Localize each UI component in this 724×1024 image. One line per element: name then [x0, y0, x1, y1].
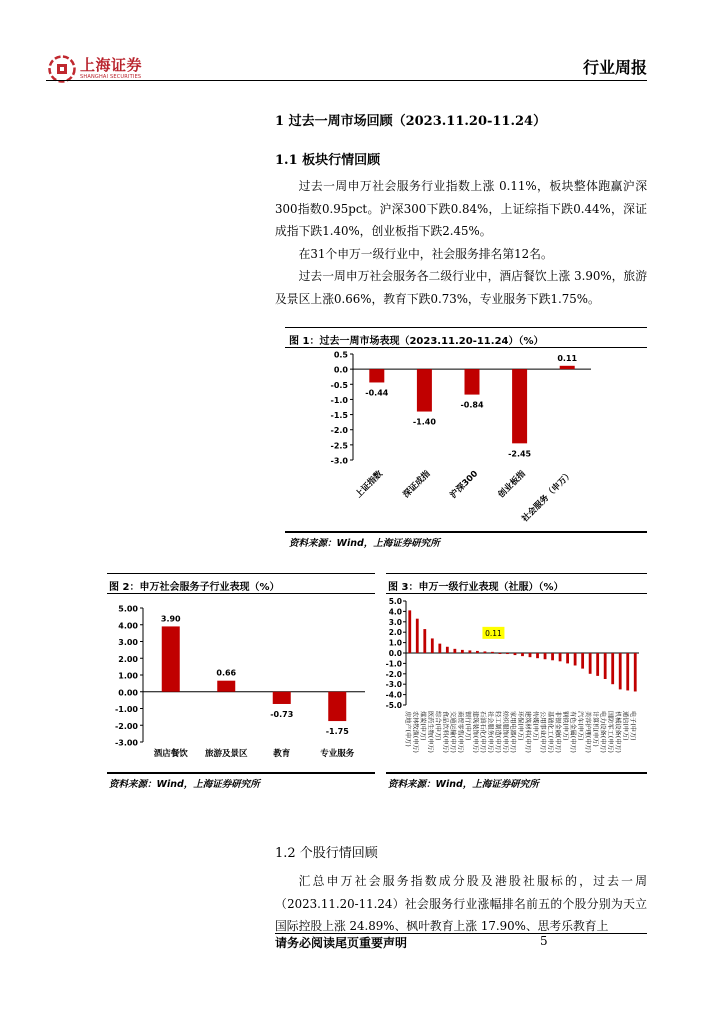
x-category-label: 专业服务 [320, 749, 355, 759]
x-category-label: 汽车(申万) [576, 711, 584, 741]
figure-bottom-rule [386, 772, 647, 774]
y-tick-label: -0.5 [330, 380, 348, 390]
bar [521, 653, 524, 656]
paragraph: 过去一周申万社会服务行业指数上涨 0.11%，板块整体跑赢沪深300指数0.95pct。沪深300下跌0.84%，上证综指下跌0.44%，深证成指下跌1.40%，创业板指下跌2.45%。 [275, 179, 647, 238]
x-category-label: 医药生物(申万) [426, 711, 434, 753]
y-tick-label: 2.00 [118, 654, 138, 664]
x-category-label: 深证成指 [401, 469, 433, 501]
bar [536, 653, 539, 658]
figure3-chart [386, 594, 647, 770]
y-tick-label: -3.0 [386, 680, 402, 690]
x-category-label: 综合(申万) [433, 711, 441, 741]
x-category-label: 银行(申万) [463, 711, 471, 741]
y-tick-label: 0.5 [333, 350, 348, 360]
bar [328, 692, 346, 721]
bar [551, 653, 554, 660]
figure1-source: 资料来源：Wind，上海证券研究所 [289, 538, 440, 549]
x-category-label: 食品饮料(申万) [441, 711, 449, 753]
x-category-label: 社会服务(申万) [486, 711, 494, 753]
bar [416, 619, 419, 653]
y-tick-label: -2.0 [330, 426, 348, 436]
y-tick-label: 1.0 [388, 638, 402, 648]
x-category-label: 上证指数 [353, 469, 385, 501]
y-tick-label: -2.0 [386, 669, 402, 679]
y-tick-label: -2.00 [114, 721, 138, 731]
figure-bottom-rule [107, 772, 375, 774]
x-category-label: 通信(申万) [621, 711, 629, 741]
logo-english-name: SHANGHAI SECURITIES [80, 74, 142, 80]
data-label: -2.45 [508, 449, 532, 459]
header-divider [46, 80, 647, 81]
x-category-label: 创业板指 [496, 469, 528, 501]
x-category-label: 酒店餐饮 [153, 749, 188, 759]
x-category-label: 纺织服饰(申万) [501, 711, 509, 753]
x-category-label: 有色金属(申万) [569, 711, 577, 753]
data-label: 0.66 [216, 668, 237, 678]
y-tick-label: 2.0 [388, 628, 402, 638]
bar [566, 653, 569, 663]
bar [438, 644, 441, 653]
y-tick-label: -1.5 [330, 411, 348, 421]
paragraph: 在31个申万一级行业中，社会服务排名第12名。 [298, 247, 553, 261]
bar [217, 681, 235, 692]
data-label: -0.44 [365, 388, 389, 398]
x-category-label: 农林牧渔(申万) [411, 711, 419, 753]
bar [574, 653, 577, 665]
logo-chinese-name: 上海证券 [80, 56, 143, 74]
y-tick-label: 5.00 [118, 604, 138, 614]
x-category-label: 煤炭(申万) [418, 711, 426, 741]
data-label: -0.84 [460, 400, 484, 410]
bar [560, 366, 575, 369]
figure1-caption: 图 1：过去一周市场表现（2023.11.20-11.24）（%） [289, 336, 544, 347]
bar [423, 629, 426, 653]
x-category-label: 机械设备(申万) [614, 711, 622, 753]
bar [626, 653, 629, 690]
x-category-label: 旅游及景区 [204, 749, 248, 759]
bar [417, 369, 432, 411]
y-tick-label: -5.0 [386, 701, 402, 710]
bar [446, 647, 449, 653]
data-label: 0.11 [557, 353, 578, 363]
bar [512, 369, 527, 443]
bar [369, 369, 384, 382]
figure1-chart [285, 347, 647, 530]
bar [634, 653, 637, 691]
y-tick-label: 0.0 [333, 365, 348, 375]
x-category-label: 轻工制造(申万) [493, 711, 501, 753]
x-category-label: 钢铁(申万) [561, 711, 569, 741]
bar [499, 653, 502, 654]
y-tick-label: -3.00 [114, 738, 138, 748]
y-tick-label: -3.0 [330, 456, 348, 466]
y-tick-label: 3.0 [388, 617, 402, 627]
bar [491, 652, 494, 653]
bar [468, 650, 471, 653]
bar [581, 653, 584, 669]
figure3-caption: 图 3：申万一级行业表现（社服）（%） [388, 582, 564, 593]
y-tick-label: -4.0 [386, 690, 402, 700]
figure2-source: 资料来源：Wind，上海证券研究所 [109, 779, 260, 790]
x-category-label: 家用电器(申万) [508, 711, 516, 753]
paragraph: 汇总申万社会服务指数成分股及港股社服标的，过去一周（2023.11.20-11.24）社会服务行业涨幅排名前五的个股分别为天立国际控股上涨 24.89%、枫叶教育上涨 17.90%、思考乐教育上 [275, 874, 647, 933]
x-category-label: 美容护理(申万) [584, 711, 592, 753]
x-category-label: 公用事业(申万) [539, 711, 547, 753]
y-tick-label: 0.0 [388, 649, 402, 658]
bar [461, 650, 464, 653]
footer-disclaimer: 请务必阅读尾页重要声明 [275, 936, 408, 950]
x-category-label: 建筑装饰(申万) [471, 711, 479, 753]
bar [465, 369, 480, 394]
y-tick-label: -1.0 [386, 659, 402, 669]
x-category-label: 房地产(申万) [403, 711, 411, 747]
data-label: -1.75 [325, 727, 349, 737]
subsection-title: 1.2 个股行情回顾 [275, 846, 378, 861]
y-tick-label: 4.0 [388, 607, 402, 617]
figure-bottom-rule [285, 531, 647, 533]
page-number: 5 [540, 934, 548, 948]
bar [431, 638, 434, 653]
y-tick-label: 0.00 [118, 688, 138, 698]
x-category-label: 石油石化(申万) [478, 711, 486, 753]
bar [273, 692, 291, 704]
bar [162, 626, 180, 691]
y-tick-label: 1.00 [118, 671, 138, 681]
bar [408, 610, 411, 653]
bar [514, 653, 517, 655]
y-tick-label: 5.0 [388, 597, 402, 606]
logo-emblem-icon [48, 55, 76, 83]
y-tick-label: -2.5 [330, 441, 348, 451]
x-category-label: 建筑材料(申万) [524, 711, 532, 753]
x-category-label: 商贸零售(申万) [456, 711, 464, 753]
paragraph: 过去一周申万社会服务各二级行业中，酒店餐饮上涨 3.90%，旅游及景区上涨0.66%，教育下跌0.73%，专业服务下跌1.75%。 [275, 269, 647, 306]
figure-top-rule [107, 573, 375, 574]
x-category-label: 传媒(申万) [531, 711, 539, 741]
subsection-title: 1.1 板块行情回顾 [275, 153, 381, 168]
report-type: 行业周报 [582, 58, 647, 77]
y-tick-label: -1.0 [330, 395, 348, 405]
section-title: 1 过去一周市场回顾（2023.11.20-11.24） [275, 114, 547, 129]
x-category-label: 电子(申万) [629, 711, 637, 741]
figure2-caption: 图 2：申万社会服务子行业表现（%） [109, 582, 280, 593]
x-category-label: 计算机(申万) [591, 711, 599, 747]
bar [529, 653, 532, 657]
x-category-label: 教育 [273, 749, 291, 759]
x-category-label: 非银金融(申万) [554, 711, 562, 753]
figure-top-rule [285, 327, 647, 328]
data-label: -1.40 [412, 417, 436, 427]
x-category-label: 国防军工(申万) [606, 711, 614, 753]
bar [611, 653, 614, 684]
x-category-label: 基础化工(申万) [546, 711, 554, 753]
y-tick-label: -1.00 [114, 705, 138, 714]
bar [453, 649, 456, 653]
x-category-label: 电力设备(申万) [599, 711, 607, 753]
bar [604, 653, 607, 679]
bar [589, 653, 592, 674]
bar [544, 653, 547, 659]
bar [506, 653, 509, 654]
data-label: -0.73 [270, 709, 294, 719]
data-label: 3.90 [160, 614, 181, 624]
figure3-source: 资料来源：Wind，上海证券研究所 [388, 779, 539, 790]
figure2-chart [107, 594, 375, 770]
x-category-label: 交通运输(申万) [448, 711, 456, 753]
x-category-label: 沪深300 [448, 469, 481, 501]
bar [596, 653, 599, 676]
x-category-label: 环保(申万) [516, 711, 524, 741]
y-tick-label: 4.00 [118, 621, 138, 631]
x-category-label: 社会服务（申万） [520, 469, 576, 525]
figure-top-rule [386, 573, 647, 574]
highlight-label: 0.11 [485, 628, 502, 638]
bar [476, 651, 479, 653]
bar [619, 653, 622, 689]
bar [484, 651, 487, 653]
bar [559, 653, 562, 661]
y-tick-label: 3.00 [118, 638, 138, 647]
